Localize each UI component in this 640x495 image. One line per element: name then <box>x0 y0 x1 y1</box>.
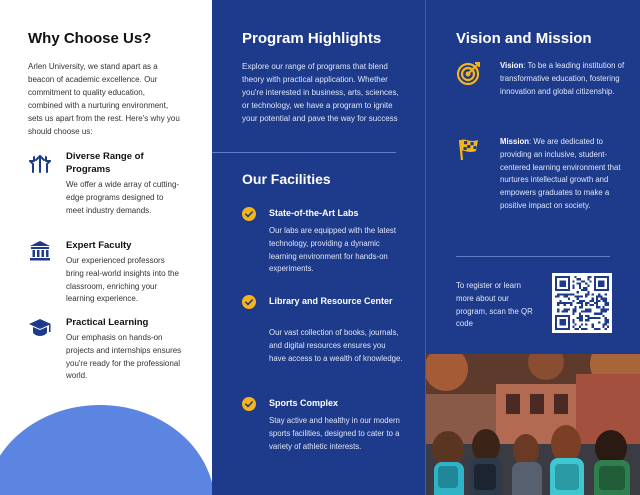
program-highlights-title: Program Highlights <box>242 30 382 47</box>
register-text: To register or learn more about our program, scan the QR code <box>456 281 533 329</box>
students-photo-illustration <box>426 354 640 495</box>
facility-body: Stay active and healthy in our modern sports facilities, designed to cater to a variety of athletic interests. <box>269 416 400 451</box>
vision-text <box>500 60 635 98</box>
students-photo <box>426 354 640 495</box>
panel-vision-mission <box>426 0 640 495</box>
facility-title: State-of-the-Art Labs <box>269 208 359 218</box>
facility-body: Our vast collection of books, journals, and digital resources ensures you have access to a wealth of knowledge. <box>269 328 403 363</box>
target-icon <box>456 60 482 86</box>
panel-why-choose-us <box>0 0 212 495</box>
panel-program-highlights <box>212 0 426 495</box>
check-circle-icon <box>242 295 256 309</box>
reason-body: We offer a wide array of cutting-edge programs designed to meet industry demands. <box>66 180 180 215</box>
why-choose-us-intro: Arlen University, we stand apart as a beacon of academic excellence. Our commitment to quality education, combined with a nurturing environment, sets us apart from the rest. Here's why you should choose us: <box>28 62 180 136</box>
facility-sports <box>242 397 412 472</box>
reason-title: Expert Faculty <box>66 240 132 251</box>
section-divider <box>456 256 610 257</box>
institution-icon <box>28 239 52 263</box>
vision-description: : To be a leading institution of transformative education, fostering innovation and global citizenship. <box>500 61 625 96</box>
graduation-cap-icon <box>28 316 52 340</box>
facility-title: Library and Resource Center <box>269 296 393 306</box>
program-highlights-intro: Explore our range of programs that blend theory with practical application. Whether you're interested in business, arts, sciences, or technology, we have a program to ignite your potential and pave the way for success <box>242 62 399 123</box>
reason-diverse-programs <box>28 150 188 220</box>
why-choose-us-title: Why Choose Us? <box>28 30 152 47</box>
arrows-up-icon <box>28 150 52 174</box>
vision-label: Vision <box>500 61 524 70</box>
reason-expert-faculty <box>28 239 188 309</box>
decorative-circle <box>0 405 212 495</box>
facility-labs <box>242 207 412 282</box>
reason-title: Practical Learning <box>66 317 149 328</box>
facility-body: Our labs are equipped with the latest technology, providing a dynamic learning environment for hands-on experiments. <box>269 226 396 274</box>
mission-block <box>456 136 636 236</box>
checkered-flag-icon <box>456 136 482 162</box>
section-divider <box>212 152 396 153</box>
vision-block <box>456 60 636 125</box>
facility-library <box>242 295 412 380</box>
qr-code-pattern <box>555 276 609 330</box>
reason-title: Diverse Range of Programs <box>66 151 144 175</box>
facilities-title: Our Facilities <box>242 171 331 187</box>
reason-body: Our emphasis on hands-on projects and internships ensures you're ready for the professional world. <box>66 333 182 381</box>
mission-description: : We are dedicated to providing an inclusive, student-centered learning environment that nurtures intellectual growth and empowers graduates to make a positive impact on society. <box>500 137 621 210</box>
facility-title: Sports Complex <box>269 398 339 408</box>
mission-text <box>500 136 635 213</box>
check-circle-icon <box>242 207 256 221</box>
vision-mission-title: Vision and Mission <box>456 30 592 47</box>
qr-code[interactable] <box>552 273 612 333</box>
reason-practical-learning <box>28 316 188 386</box>
reason-body: Our experienced professors bring real-world insights into the classroom, enriching your learning experience. <box>66 256 179 304</box>
check-circle-icon <box>242 397 256 411</box>
mission-label: Mission <box>500 137 530 146</box>
